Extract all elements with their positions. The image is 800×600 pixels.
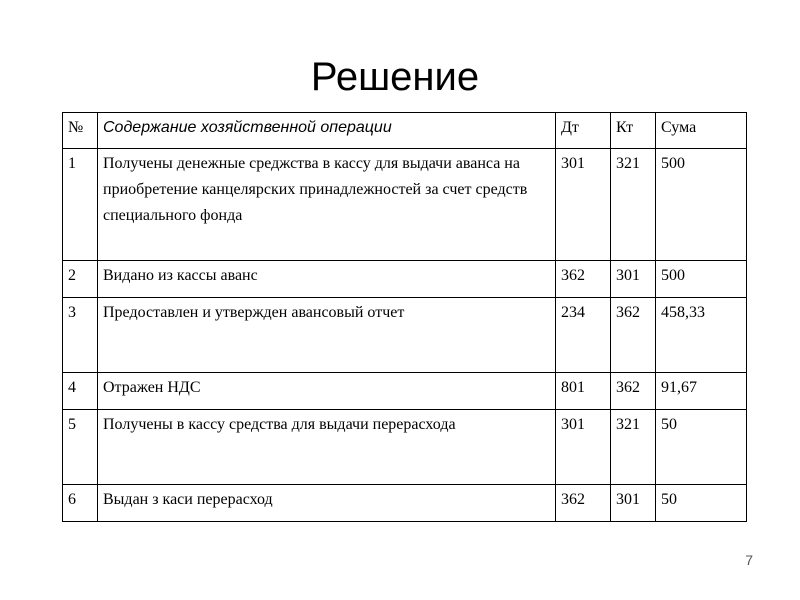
row-content: Выдан з каси перерасход [98, 485, 556, 522]
row-dt: 362 [556, 485, 611, 522]
row-sum: 91,67 [656, 373, 747, 410]
row-content: Получены в кассу средства для выдачи перерасхода [98, 410, 556, 485]
header-num: № [63, 113, 98, 149]
header-content: Содержание хозяйственной операции [98, 113, 556, 149]
row-content: Видано из кассы аванс [98, 261, 556, 298]
row-num: 2 [63, 261, 98, 298]
slide-title: Решение [310, 55, 480, 99]
header-dt: Дт [556, 113, 611, 149]
row-sum: 458,33 [656, 298, 747, 373]
row-content: Отражен НДС [98, 373, 556, 410]
table-row [63, 149, 747, 261]
row-dt: 801 [556, 373, 611, 410]
row-content: Получены денежные среджства в кассу для выдачи аванса на приобретение канцелярских принадлежностей за счет средств специального фонда [98, 149, 556, 261]
row-sum: 50 [656, 485, 747, 522]
page-number: 7 [745, 552, 753, 568]
header-kt: Кт [611, 113, 656, 149]
row-num: 4 [63, 373, 98, 410]
row-num: 1 [63, 149, 98, 261]
table-row [63, 261, 747, 298]
row-dt: 362 [556, 261, 611, 298]
row-dt: 301 [556, 149, 611, 261]
row-num: 6 [63, 485, 98, 522]
row-kt: 301 [611, 261, 656, 298]
row-kt: 321 [611, 149, 656, 261]
table-row [63, 298, 747, 373]
table-row [63, 373, 747, 410]
row-num: 3 [63, 298, 98, 373]
table-row [63, 410, 747, 485]
row-num: 5 [63, 410, 98, 485]
row-dt: 301 [556, 410, 611, 485]
row-sum: 500 [656, 149, 747, 261]
table-row [63, 485, 747, 522]
header-sum: Сума [656, 113, 747, 149]
operations-table [62, 112, 747, 522]
row-sum: 50 [656, 410, 747, 485]
row-kt: 362 [611, 298, 656, 373]
table-header-row [63, 113, 747, 149]
row-sum: 500 [656, 261, 747, 298]
row-kt: 362 [611, 373, 656, 410]
row-content: Предоставлен и утвержден авансовый отчет [98, 298, 556, 373]
row-dt: 234 [556, 298, 611, 373]
row-kt: 321 [611, 410, 656, 485]
row-kt: 301 [611, 485, 656, 522]
